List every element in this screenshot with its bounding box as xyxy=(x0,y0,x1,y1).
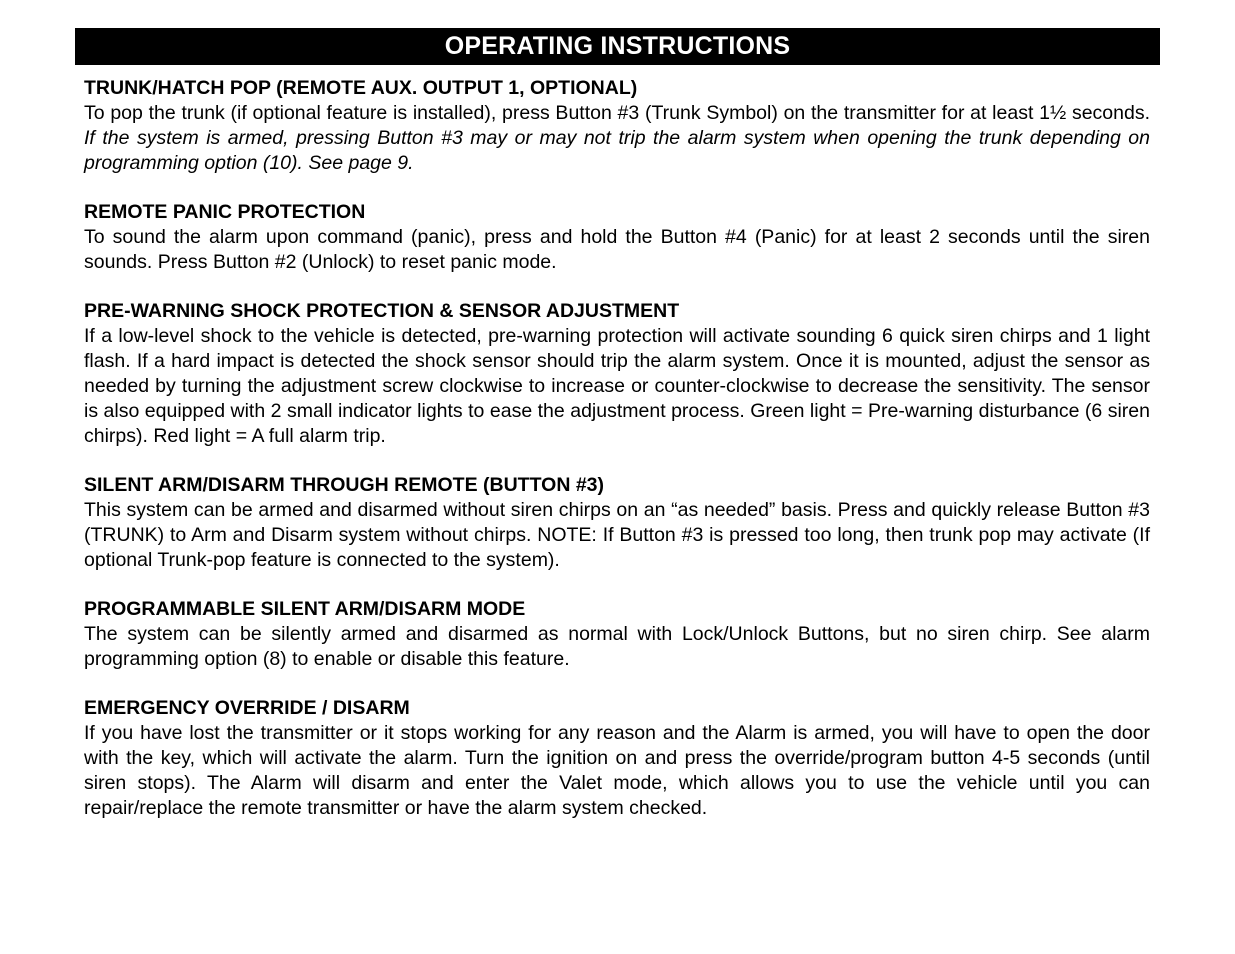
section-silent-arm-remote xyxy=(84,473,1150,573)
section-heading: PROGRAMMABLE SILENT ARM/DISARM MODE xyxy=(84,598,526,620)
section-trunk-hatch-pop xyxy=(84,76,1150,176)
section-heading: EMERGENCY OVERRIDE / DISARM xyxy=(84,697,410,719)
section-emergency-override xyxy=(84,696,1150,821)
section-remote-panic xyxy=(84,200,1150,275)
section-programmable-silent xyxy=(84,597,1150,672)
section-heading: PRE-WARNING SHOCK PROTECTION & SENSOR ADJUSTMENT xyxy=(84,300,680,322)
section-body: To sound the alarm upon command (panic), press and hold the Button #4 (Panic) for at least 2 seconds until the siren sounds. Press Button #2 (Unlock) to reset panic mode. xyxy=(84,226,1150,273)
section-body: If a low-level shock to the vehicle is detected, pre-warning protection will activate sounding 6 quick siren chirps and 1 light flash. If a hard impact is detected the shock sensor should trip the alarm system. Once it is mounted, adjust the sensor as needed by turning the adjustment screw clockwise to increase or counter-clockwise to decrease the sensitivity. The sensor is also equipped with 2 small indicator lights to ease the adjustment process. Green light = Pre-warning disturbance (6 siren chirps). Red light = A full alarm trip. xyxy=(84,325,1150,447)
section-heading: TRUNK/HATCH POP (REMOTE AUX. OUTPUT 1, OPTIONAL) xyxy=(84,77,638,99)
page-title: OPERATING INSTRUCTIONS xyxy=(75,28,1160,65)
section-shock-protection xyxy=(84,299,1150,449)
section-heading: SILENT ARM/DISARM THROUGH REMOTE (BUTTON #3) xyxy=(84,474,604,496)
section-text: To pop the trunk (if optional feature is installed), press Button #3 (Trunk Symbol) on the transmitter for at least 1½ seconds. xyxy=(84,102,1150,124)
section-italic-note: If the system is armed, pressing Button #3 may or may not trip the alarm system when opening the trunk depending on programming option (10). See page 9. xyxy=(84,127,1150,174)
section-body: If you have lost the transmitter or it stops working for any reason and the Alarm is armed, you will have to open the door with the key, which will activate the alarm. Turn the ignition on and press the override/program button 4-5 seconds (until siren stops). The Alarm will disarm and enter the Valet mode, which allows you to use the vehicle until you can repair/replace the remote transmitter or have the alarm system checked. xyxy=(84,722,1150,819)
section-body: This system can be armed and disarmed without siren chirps on an “as needed” basis. Press and quickly release Button #3 (TRUNK) to Arm and Disarm system without chirps. NOTE: If Button #3 is pressed too long, then trunk pop may activate (If optional Trunk-pop feature is connected to the system). xyxy=(84,499,1150,571)
section-body: The system can be silently armed and disarmed as normal with Lock/Unlock Buttons, but no siren chirp. See alarm programming option (8) to enable or disable this feature. xyxy=(84,623,1150,670)
section-heading: REMOTE PANIC PROTECTION xyxy=(84,201,366,223)
instructions-content xyxy=(84,76,1150,821)
section-body xyxy=(84,101,1150,176)
